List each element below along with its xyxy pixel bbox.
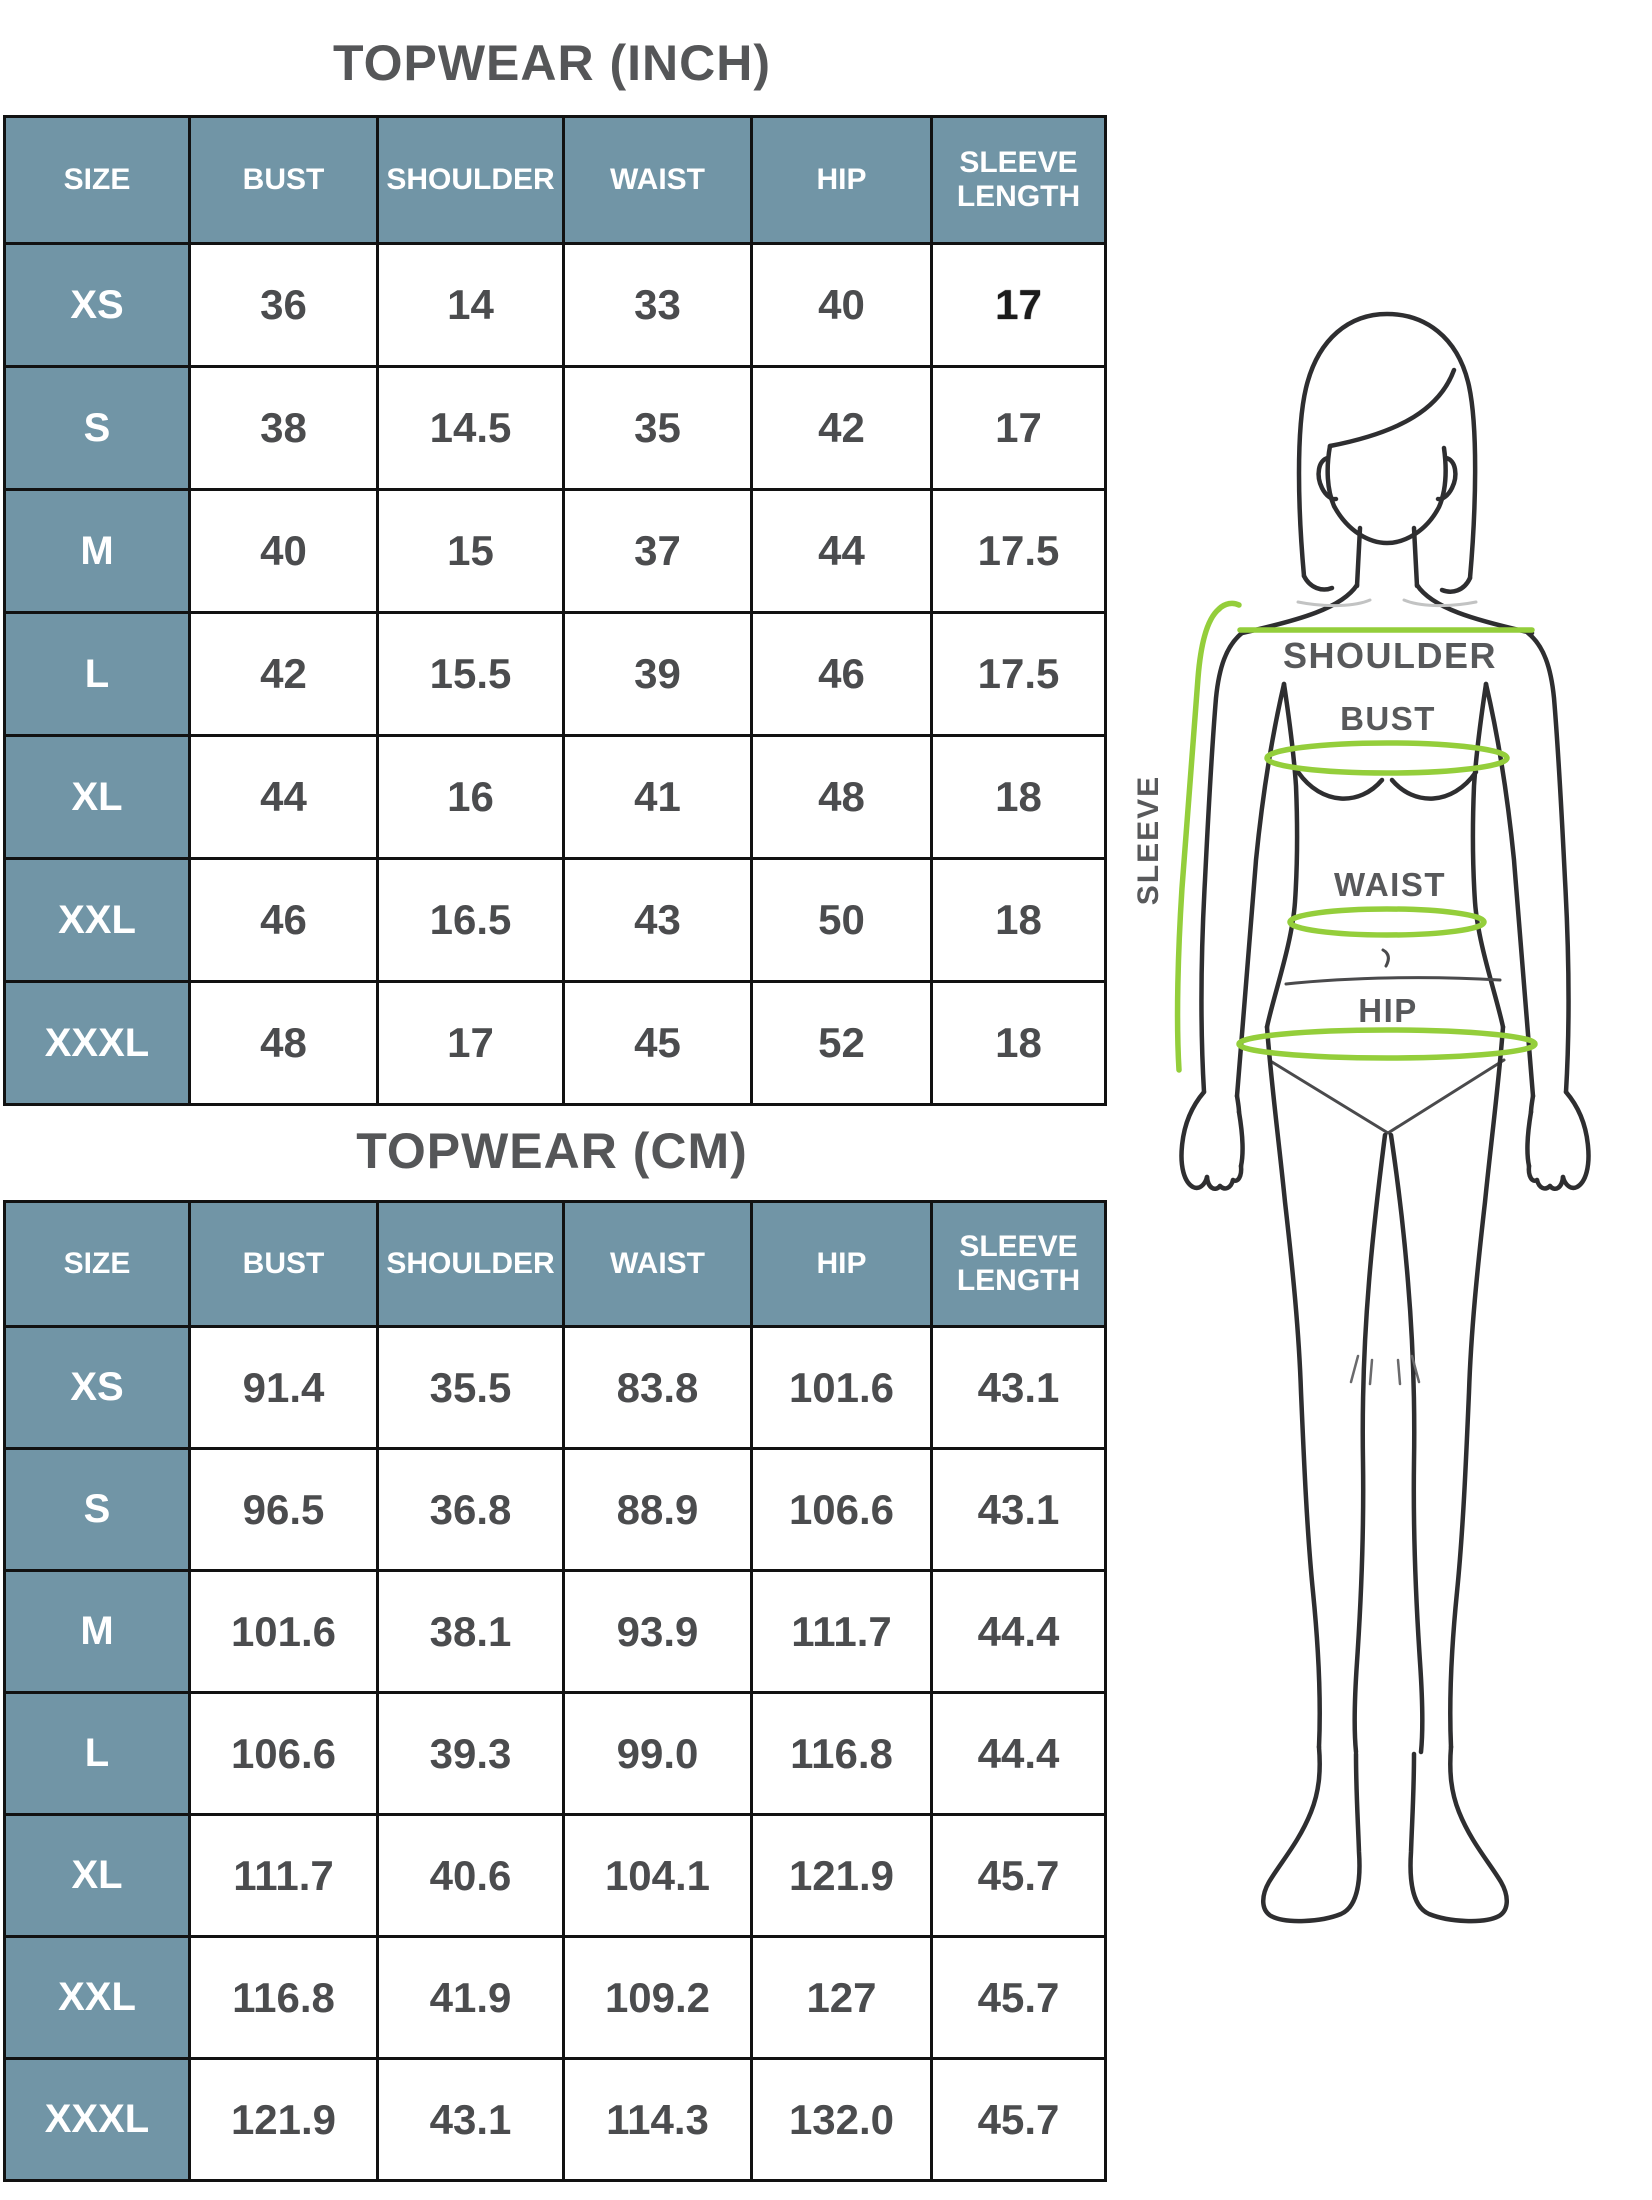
value-cell: 40.6 (378, 1815, 564, 1937)
value-cell: 101.6 (752, 1327, 932, 1449)
value-cell: 17 (932, 367, 1106, 490)
size-cell: XXL (5, 1937, 190, 2059)
value-cell: 37 (564, 490, 752, 613)
table-row (5, 982, 1106, 1105)
value-cell: 36.8 (378, 1449, 564, 1571)
right-leg-inner (1391, 1135, 1422, 1752)
value-cell: 132.0 (752, 2059, 932, 2181)
value-cell: 44 (752, 490, 932, 613)
value-cell: 33 (564, 244, 752, 367)
right-arm-outer (1528, 633, 1569, 1092)
value-cell: 43.1 (378, 2059, 564, 2181)
panty-line (1286, 978, 1500, 984)
value-cell: 16.5 (378, 859, 564, 982)
hip-measure-ellipse (1239, 1030, 1535, 1058)
value-cell: 17.5 (932, 490, 1106, 613)
value-cell: 114.3 (564, 2059, 752, 2181)
figure-label-shoulder: SHOULDER (1282, 635, 1498, 676)
value-cell: 116.8 (752, 1693, 932, 1815)
left-arm-outer (1201, 633, 1242, 1092)
value-cell: 96.5 (190, 1449, 378, 1571)
size-cell: XS (5, 1327, 190, 1449)
left-foot (1263, 1747, 1359, 1921)
value-cell: 39.3 (378, 1693, 564, 1815)
column-header: BUST (190, 1202, 378, 1327)
table-row (5, 736, 1106, 859)
sleeve-measure-line (1178, 609, 1219, 1070)
value-cell: 35.5 (378, 1327, 564, 1449)
column-header: SIZE (5, 1202, 190, 1327)
title-topwear-cm: TOPWEAR (CM) (356, 1123, 748, 1179)
table-row (5, 490, 1106, 613)
right-hand (1528, 1092, 1589, 1189)
table-row (5, 1449, 1106, 1571)
column-header: WAIST (564, 117, 752, 244)
navel (1383, 950, 1388, 966)
value-cell: 50 (752, 859, 932, 982)
face-outline (1328, 446, 1446, 543)
hair-outline (1299, 314, 1475, 578)
value-cell: 127 (752, 1937, 932, 2059)
size-cell: XXXL (5, 982, 190, 1105)
value-cell: 40 (752, 244, 932, 367)
table-row (5, 367, 1106, 490)
size-cell: M (5, 1571, 190, 1693)
column-header: HIP (752, 117, 932, 244)
table-row (5, 613, 1106, 736)
header-row (5, 1202, 1106, 1327)
size-cell: M (5, 490, 190, 613)
table-row (5, 2059, 1106, 2181)
value-cell: 18 (932, 859, 1106, 982)
value-cell: 109.2 (564, 1937, 752, 2059)
topwear-cm-table (3, 1200, 1107, 2182)
value-cell: 16 (378, 736, 564, 859)
sleeve-measure-hook (1219, 603, 1239, 609)
value-cell: 45.7 (932, 1937, 1106, 2059)
column-header: SHOULDER (378, 117, 564, 244)
value-cell: 14.5 (378, 367, 564, 490)
value-cell: 48 (752, 736, 932, 859)
value-cell: 44.4 (932, 1571, 1106, 1693)
table-row (5, 859, 1106, 982)
table-row (5, 1937, 1106, 2059)
value-cell: 46 (190, 859, 378, 982)
value-cell: 38.1 (378, 1571, 564, 1693)
bikini-line (1272, 1060, 1504, 1133)
value-cell: 17.5 (932, 613, 1106, 736)
value-cell: 40 (190, 490, 378, 613)
value-cell: 106.6 (190, 1693, 378, 1815)
size-cell: XL (5, 1815, 190, 1937)
figure-label-sleeve: SLEEVE (1132, 774, 1165, 906)
bangs (1330, 370, 1454, 446)
value-cell: 45.7 (932, 2059, 1106, 2181)
column-header: SHOULDER (378, 1202, 564, 1327)
value-cell: 17 (932, 244, 1106, 367)
figure-label-waist: WAIST (1334, 866, 1446, 903)
figure-label-hip: HIP (1358, 992, 1418, 1029)
value-cell: 121.9 (752, 1815, 932, 1937)
bust-measure-ellipse (1267, 743, 1507, 773)
value-cell: 18 (932, 982, 1106, 1105)
value-cell: 101.6 (190, 1571, 378, 1693)
figure-label-bust: BUST (1340, 700, 1436, 737)
value-cell: 45 (564, 982, 752, 1105)
value-cell: 44 (190, 736, 378, 859)
value-cell: 91.4 (190, 1327, 378, 1449)
value-cell: 111.7 (752, 1571, 932, 1693)
value-cell: 14 (378, 244, 564, 367)
left-leg-inner (1355, 1135, 1385, 1752)
column-header: SIZE (5, 117, 190, 244)
value-cell: 43.1 (932, 1449, 1106, 1571)
table-row (5, 1693, 1106, 1815)
table-row (5, 1571, 1106, 1693)
left-hand (1181, 1092, 1242, 1189)
size-cell: S (5, 367, 190, 490)
female-body-outline (1181, 314, 1588, 1921)
value-cell: 18 (932, 736, 1106, 859)
value-cell: 15 (378, 490, 564, 613)
value-cell: 83.8 (564, 1327, 752, 1449)
value-cell: 121.9 (190, 2059, 378, 2181)
value-cell: 46 (752, 613, 932, 736)
size-cell: XS (5, 244, 190, 367)
left-leg-outer (1267, 1027, 1320, 1747)
topwear-cm-table-container (3, 1200, 1104, 2182)
size-cell: S (5, 1449, 190, 1571)
column-header: HIP (752, 1202, 932, 1327)
right-leg-outer (1450, 1027, 1503, 1747)
value-cell: 43 (564, 859, 752, 982)
size-cell: XXXL (5, 2059, 190, 2181)
value-cell: 116.8 (190, 1937, 378, 2059)
topwear-inch-table-container (3, 115, 1104, 1106)
value-cell: 88.9 (564, 1449, 752, 1571)
value-cell: 36 (190, 244, 378, 367)
table-row (5, 1327, 1106, 1449)
value-cell: 38 (190, 367, 378, 490)
value-cell: 17 (378, 982, 564, 1105)
body-measurement-diagram (1120, 300, 1652, 1980)
value-cell: 44.4 (932, 1693, 1106, 1815)
value-cell: 43.1 (932, 1327, 1106, 1449)
column-header: WAIST (564, 1202, 752, 1327)
value-cell: 106.6 (752, 1449, 932, 1571)
waist-measure-ellipse (1290, 909, 1484, 935)
value-cell: 42 (190, 613, 378, 736)
size-cell: XXL (5, 859, 190, 982)
topwear-inch-table (3, 115, 1107, 1106)
column-header: SLEEVE LENGTH (932, 117, 1106, 244)
column-header: BUST (190, 117, 378, 244)
value-cell: 35 (564, 367, 752, 490)
size-cell: L (5, 1693, 190, 1815)
value-cell: 45.7 (932, 1815, 1106, 1937)
value-cell: 48 (190, 982, 378, 1105)
value-cell: 39 (564, 613, 752, 736)
value-cell: 104.1 (564, 1815, 752, 1937)
underbust-left (1298, 772, 1382, 799)
value-cell: 42 (752, 367, 932, 490)
value-cell: 41 (564, 736, 752, 859)
value-cell: 111.7 (190, 1815, 378, 1937)
title-topwear-inch: TOPWEAR (INCH) (332, 35, 772, 91)
underbust-right (1392, 772, 1476, 799)
column-header: SLEEVE LENGTH (932, 1202, 1106, 1327)
value-cell: 93.9 (564, 1571, 752, 1693)
table-row (5, 1815, 1106, 1937)
right-foot (1411, 1747, 1507, 1921)
value-cell: 15.5 (378, 613, 564, 736)
size-cell: XL (5, 736, 190, 859)
size-cell: L (5, 613, 190, 736)
value-cell: 41.9 (378, 1937, 564, 2059)
header-row (5, 117, 1106, 244)
value-cell: 99.0 (564, 1693, 752, 1815)
table-row (5, 244, 1106, 367)
value-cell: 52 (752, 982, 932, 1105)
